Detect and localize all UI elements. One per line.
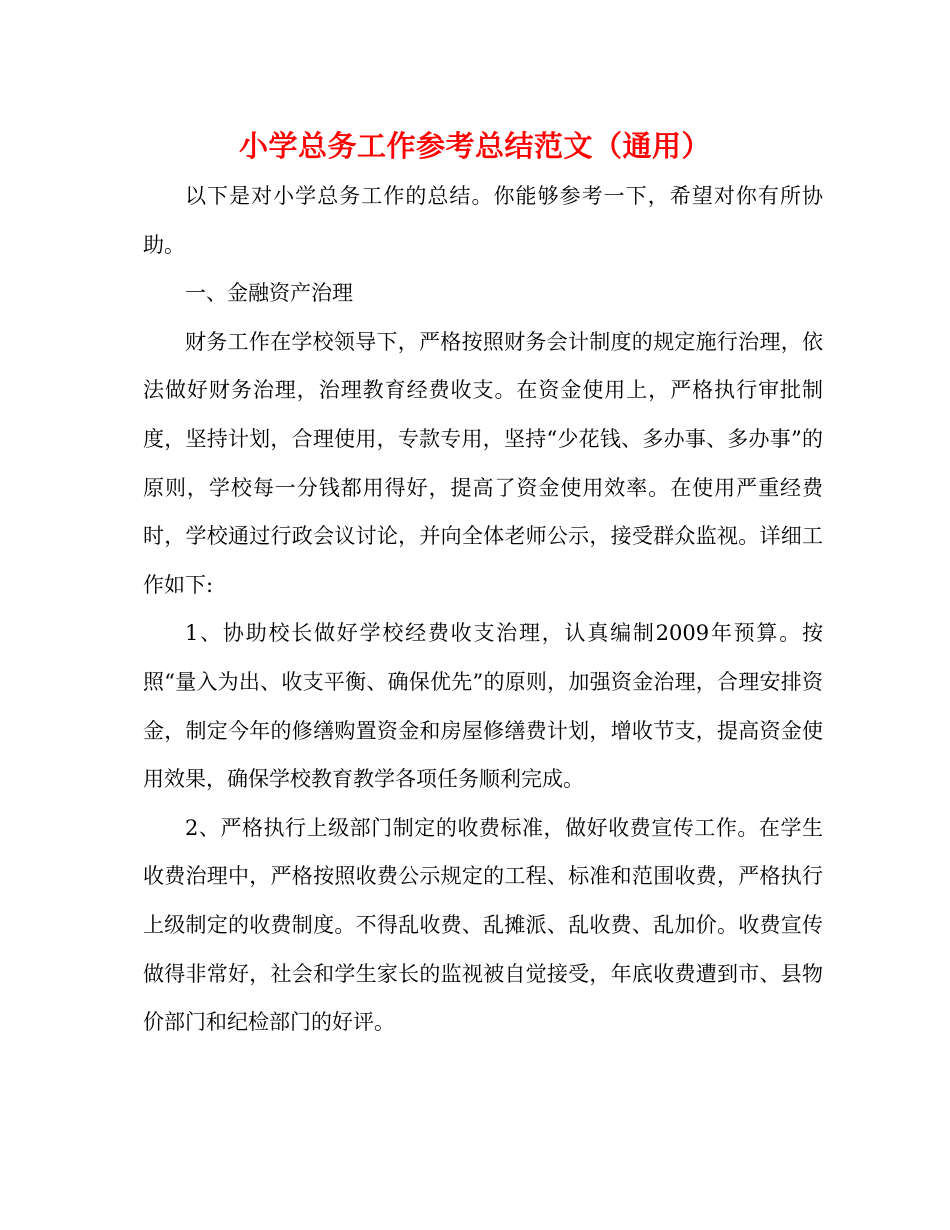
paragraph-intro: 以下是对小学总务工作的总结。你能够参考一下，希望对你有所协助。: [143, 184, 823, 257]
section-heading-finance: 一、金融资产治理: [185, 281, 353, 306]
paragraph-item-1: 1、协助校长做好学校经费收支治理，认真编制2009年预算。按照“量入为出、收支平衡、确保优先”的原则，加强资金治理，合理安排资金，制定今年的修缮购置资金和房屋修缮费计划，增收节支，提高资金使用效果，确保学校教育教学各项任务顺利完成。: [143, 621, 823, 792]
paragraph-item-2: 2、严格执行上级部门制定的收费标准，做好收费宣传工作。在学生收费治理中，严格按照收费公示规定的工程、标准和范围收费，严格执行上级制定的收费制度。不得乱收费、乱摊派、乱收费、乱加价。收费宣传做得非常好，社会和学生家长的监视被自觉接受，年底收费遭到市、县物价部门和纪检部门的好评。: [143, 815, 823, 1035]
document-body: [143, 172, 823, 1047]
paragraph-finance-overview: 财务工作在学校领导下，严格按照财务会计制度的规定施行治理，依法做好财务治理，治理教育经费收支。在资金使用上，严格执行审批制度，坚持计划，合理使用，专款专用，坚持“少花钱、多办事、多办事”的原则，学校每一分钱都用得好，提高了资金使用效率。在使用严重经费时，学校通过行政会议讨论，并向全体老师公示，接受群众监视。详细工作如下:: [143, 329, 823, 597]
document-title: 小学总务工作参考总结范文（通用）: [238, 129, 711, 163]
